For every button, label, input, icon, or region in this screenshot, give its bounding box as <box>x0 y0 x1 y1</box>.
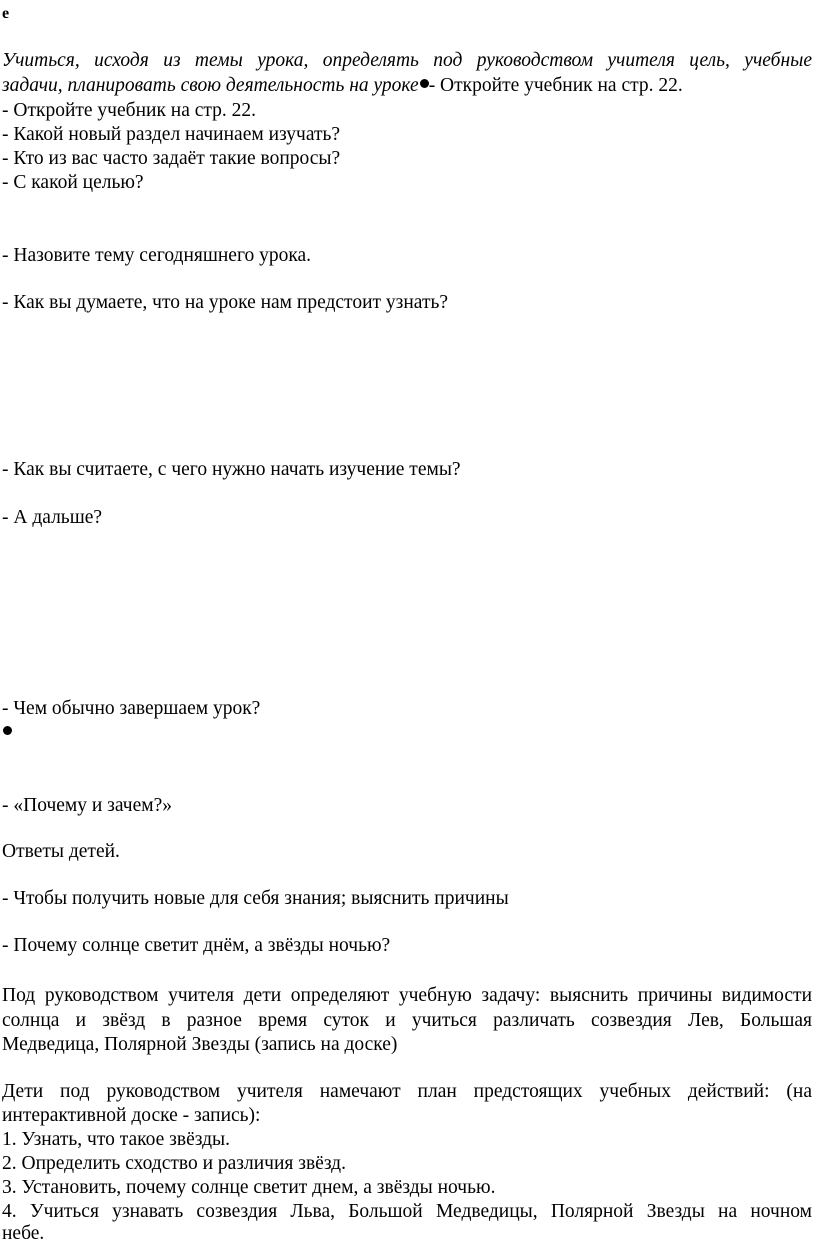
task-line-2 <box>2 1009 812 1033</box>
objective-line-2 <box>2 74 812 98</box>
answer-line: - Почему солнце светит днём, а звёзды ночью? <box>2 935 391 956</box>
question-line: - С какой целью? <box>2 172 144 193</box>
answer-line: - «Почему и зачем?» <box>2 795 172 816</box>
plan-item-4-line-2: небе. <box>2 1223 45 1244</box>
question-line: - Как вы думаете, что на уроке нам предстоит узнать? <box>2 292 449 313</box>
objective-line-1 <box>2 49 812 73</box>
answer-line: Ответы детей. <box>2 841 120 862</box>
question-line: - Назовите тему сегодняшнего урока. <box>2 245 312 266</box>
objective-tail: - Откройте учебник на стр. 22. <box>428 75 683 96</box>
question-line: - Откройте учебник на стр. 22. <box>2 100 257 121</box>
answer-line: - Чтобы получить новые для себя знания; выяснить причины <box>2 888 509 909</box>
question-line: - Кто из вас часто задаёт такие вопросы? <box>2 148 341 169</box>
objective-text-1: Учиться, исходя из темы урока, определять под руководством учителя цель, учебные <box>2 50 812 71</box>
task-text-1: Под руководством учителя дети определяют учебную задачу: выяснить причины видимости <box>2 985 812 1006</box>
question-line: - Какой новый раздел начинаем изучать? <box>2 124 341 145</box>
task-line-1 <box>2 984 812 1008</box>
question-line: - Как вы считаете, с чего нужно начать изучение темы? <box>2 459 461 480</box>
question-line: - Чем обычно завершаем урок? <box>2 698 261 719</box>
plan-item: 1. Узнать, что такое звёзды. <box>2 1129 230 1150</box>
bullet-line <box>2 721 812 745</box>
header-fragment: е <box>2 5 10 22</box>
plan-item-4-line-1 <box>2 1200 812 1224</box>
plan-line-1 <box>2 1080 812 1104</box>
task-text-2: солнца и звёзд в разное время суток и учиться различать созвездия Лев, Большая <box>2 1010 812 1031</box>
task-line-3: Медведица, Полярной Звезды (запись на доске) <box>2 1034 398 1055</box>
plan-text-1: Дети под руководством учителя намечают план предстоящих учебных действий: (на <box>2 1081 812 1102</box>
bullet-icon <box>420 79 429 88</box>
objective-text-2: задачи, планировать свою деятельность на уроке <box>2 75 419 96</box>
question-line: - А дальше? <box>2 507 103 528</box>
bullet-icon <box>3 726 12 735</box>
plan-item-4-text: 4. Учиться узнавать созвездия Льва, Большой Медведицы, Полярной Звезды на ночном <box>2 1201 812 1222</box>
plan-line-2: интерактивной доске - запись): <box>2 1105 261 1126</box>
plan-item: 2. Определить сходство и различия звёзд. <box>2 1153 346 1174</box>
plan-item: 3. Установить, почему солнце светит днем, а звёзды ночью. <box>2 1177 496 1198</box>
